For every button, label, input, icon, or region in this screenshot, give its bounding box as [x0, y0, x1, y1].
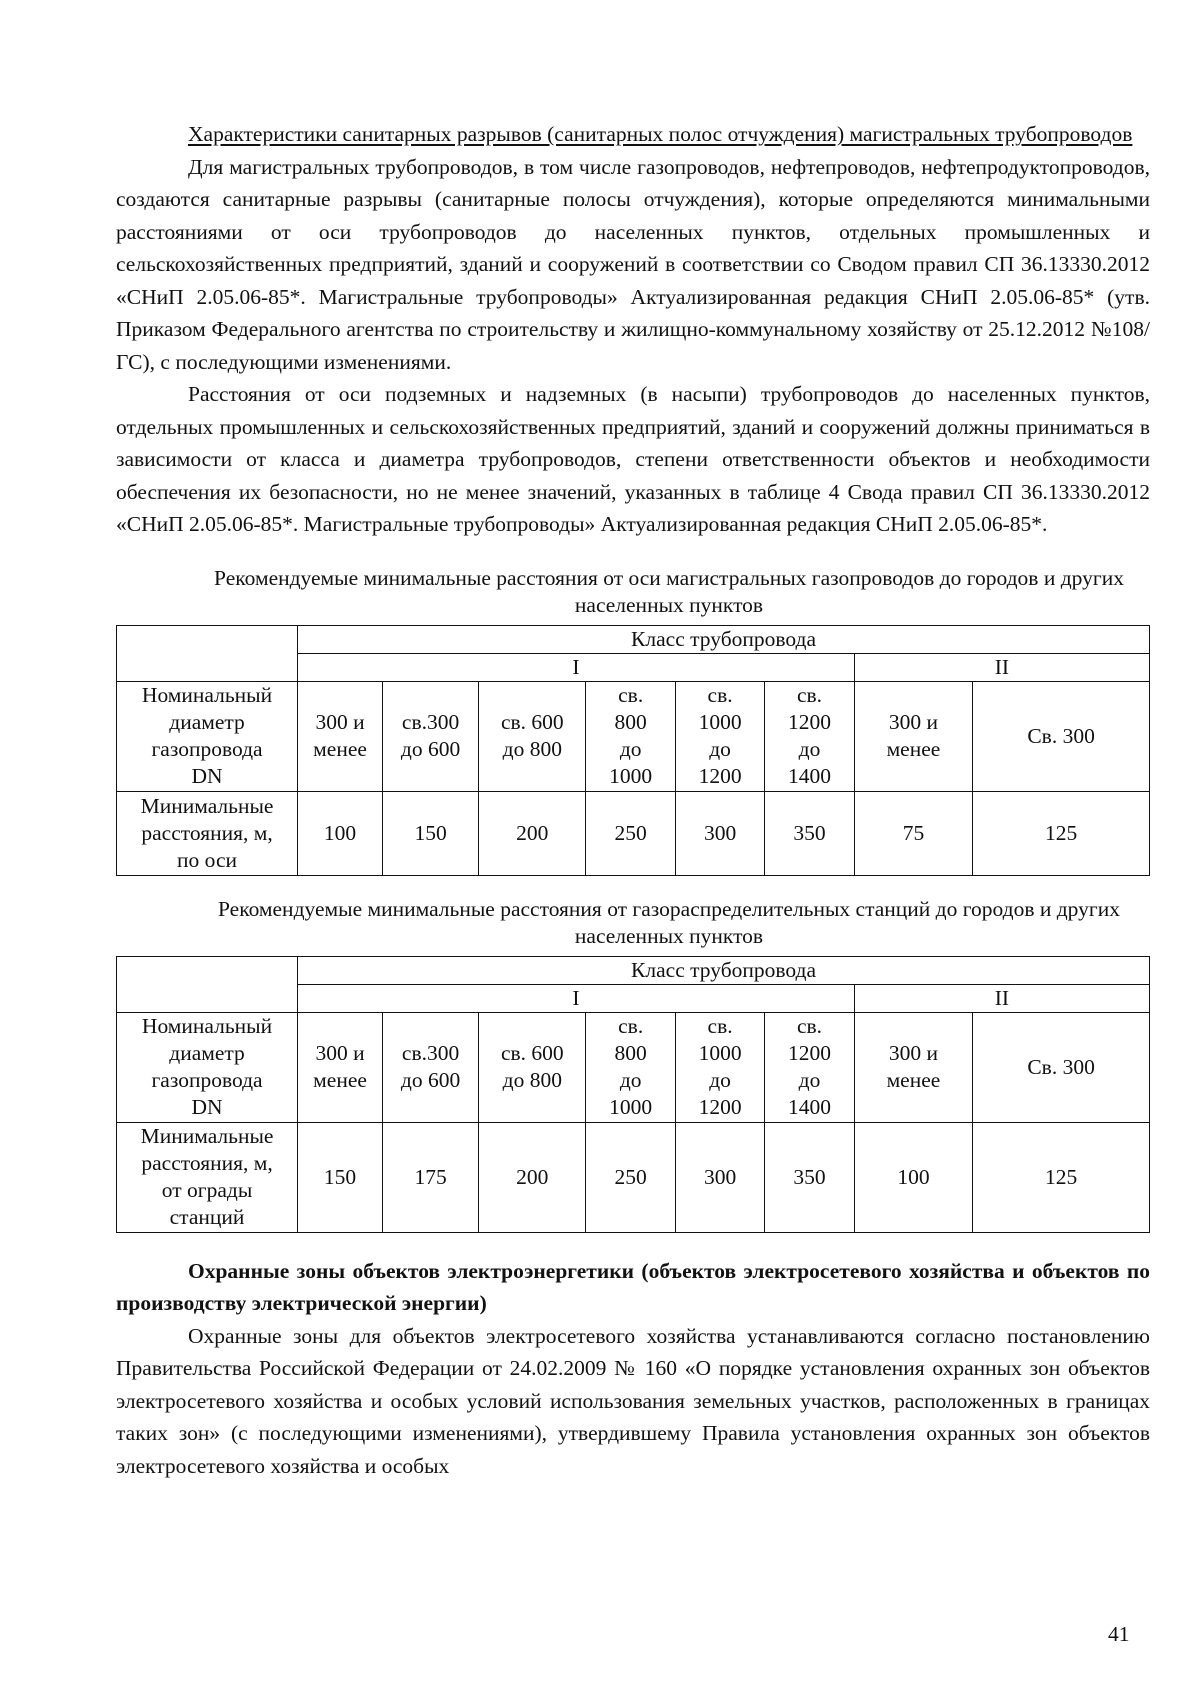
table1-diameter-cell: св. 800 до 1000 — [586, 681, 675, 791]
paragraph-distances-requirements: Расстояния от оси подземных и надземных (в насыпи) трубопроводов до населенных пунктов, отдельных промышленных и сельскохозяйственных предприятий, зданий и сооружений должны приниматься в зависимости от класса и диаметра трубопроводов, степени ответственности объектов и необходимости обеспечения их безопасности, но не менее значений, указанных в таблице 4 Свода правил СП 36.13330.2012 «СНиП 2.05.06-85*. Магистральные трубопроводы» Актуализированная редакция СНиП 2.05.06-85*. — [116, 382, 1150, 536]
table2-distance-cell: 200 — [479, 1122, 586, 1232]
table2-distance-cell: 250 — [586, 1122, 675, 1232]
table2-diameter-cell: 300 и менее — [854, 1012, 972, 1122]
table1-distance-cell: 300 — [675, 791, 764, 875]
table2-class-i: I — [298, 984, 855, 1012]
table1-class-i: I — [298, 653, 855, 681]
table1-caption: Рекомендуемые минимальные расстояния от оси магистральных газопроводов до городов и других населенных пунктов — [214, 565, 1124, 617]
section-heading-power-grid: Охранные зоны объектов электроэнергетики (объектов электросетевого хозяйства и объектов по производству электрической энергии) — [116, 1258, 1150, 1315]
table2-diameter-label: Номинальный диаметр газопровода DN — [117, 1012, 298, 1122]
paragraph-power-grid-zones: Охранные зоны для объектов электросетевого хозяйства устанавливаются согласно постановлению Правительства Российской Федерации от 24.02.2009 № 160 «О порядке установления охранных зон объектов электросетевого хозяйства и особых условий использования земельных участков, расположенных в границах таких зон» (с последующими изменениями), утвердившему Правила установления охранных зон объектов электросетевого хозяйства и особых — [116, 1323, 1150, 1478]
table1-distance-cell: 75 — [854, 791, 972, 875]
table2-distance-label: Минимальные расстояния, м, от ограды станций — [117, 1122, 298, 1232]
table1-class-header: Класс трубопровода — [298, 625, 1150, 653]
table1-distance-cell: 125 — [973, 791, 1150, 875]
table1-distance-cell: 100 — [298, 791, 383, 875]
table2-class-header: Класс трубопровода — [298, 956, 1150, 984]
table1-diameter-cell: 300 и менее — [298, 681, 383, 791]
table1-distance-cell: 200 — [479, 791, 586, 875]
table2-corner-cell — [117, 956, 298, 1012]
table2-distance-cell: 150 — [298, 1122, 383, 1232]
table2-distance-cell: 125 — [973, 1122, 1150, 1232]
table1-distance-cell: 350 — [765, 791, 854, 875]
table1-distance-cell: 150 — [383, 791, 479, 875]
table2-distance-cell: 100 — [854, 1122, 972, 1232]
table2-caption: Рекомендуемые минимальные расстояния от газораспределительных станций до городов и других населенных пунктов — [218, 896, 1120, 948]
table1-distance-cell: 250 — [586, 791, 675, 875]
table1-diameter-cell: Св. 300 — [973, 681, 1150, 791]
table2-diameter-cell: Св. 300 — [973, 1012, 1150, 1122]
table2-class-ii: II — [854, 984, 1149, 1012]
table2-distance-cell: 300 — [675, 1122, 764, 1232]
document-page — [116, 118, 1150, 1482]
table2-diameter-cell: св. 1000 до 1200 — [675, 1012, 764, 1122]
table2-diameter-cell: св. 800 до 1000 — [586, 1012, 675, 1122]
table1-diameter-cell: св. 1200 до 1400 — [765, 681, 854, 791]
section-heading-sanitary-gaps: Характеристики санитарных разрывов (санитарных полос отчуждения) магистральных трубопроводов — [188, 122, 1133, 146]
table2-diameter-cell: св. 1200 до 1400 — [765, 1012, 854, 1122]
table2-diameter-cell: св.300 до 600 — [383, 1012, 479, 1122]
table1-diameter-cell: св. 1000 до 1200 — [675, 681, 764, 791]
table1-class-ii: II — [854, 653, 1149, 681]
paragraph-sanitary-gaps-intro: Для магистральных трубопроводов, в том числе газопроводов, нефтепроводов, нефтепродуктопроводов, создаются санитарные разрывы (санитарные полосы отчуждения), которые определяются минимальными расстояниями от оси трубопроводов до населенных пунктов, отдельных промышленных и сельскохозяйственных предприятий, зданий и сооружений в соответствии со Сводом правил СП 36.13330.2012 «СНиП 2.05.06-85*. Магистральные трубопроводы» Актуализированная редакция СНиП 2.05.06-85* (утв. Приказом Федерального агентства по строительству и жилищно-коммунальному хозяйству от 25.12.2012 №108/ГС), с последующими изменениями. — [116, 154, 1150, 374]
table1-distance-label: Минимальные расстояния, м, по оси — [117, 791, 298, 875]
table1-corner-cell — [117, 625, 298, 681]
table1-diameter-cell: 300 и менее — [854, 681, 972, 791]
table2-diameter-cell: св. 600 до 800 — [479, 1012, 586, 1122]
table2-distance-cell: 350 — [765, 1122, 854, 1232]
table-gds-distances — [116, 956, 1150, 1233]
table-pipeline-distances — [116, 625, 1150, 876]
table1-diameter-label: Номинальный диаметр газопровода DN — [117, 681, 298, 791]
page-number: 41 — [1108, 1622, 1130, 1646]
table1-diameter-cell: св. 600 до 800 — [479, 681, 586, 791]
table1-diameter-cell: св.300 до 600 — [383, 681, 479, 791]
table2-diameter-cell: 300 и менее — [298, 1012, 383, 1122]
table2-distance-cell: 175 — [383, 1122, 479, 1232]
